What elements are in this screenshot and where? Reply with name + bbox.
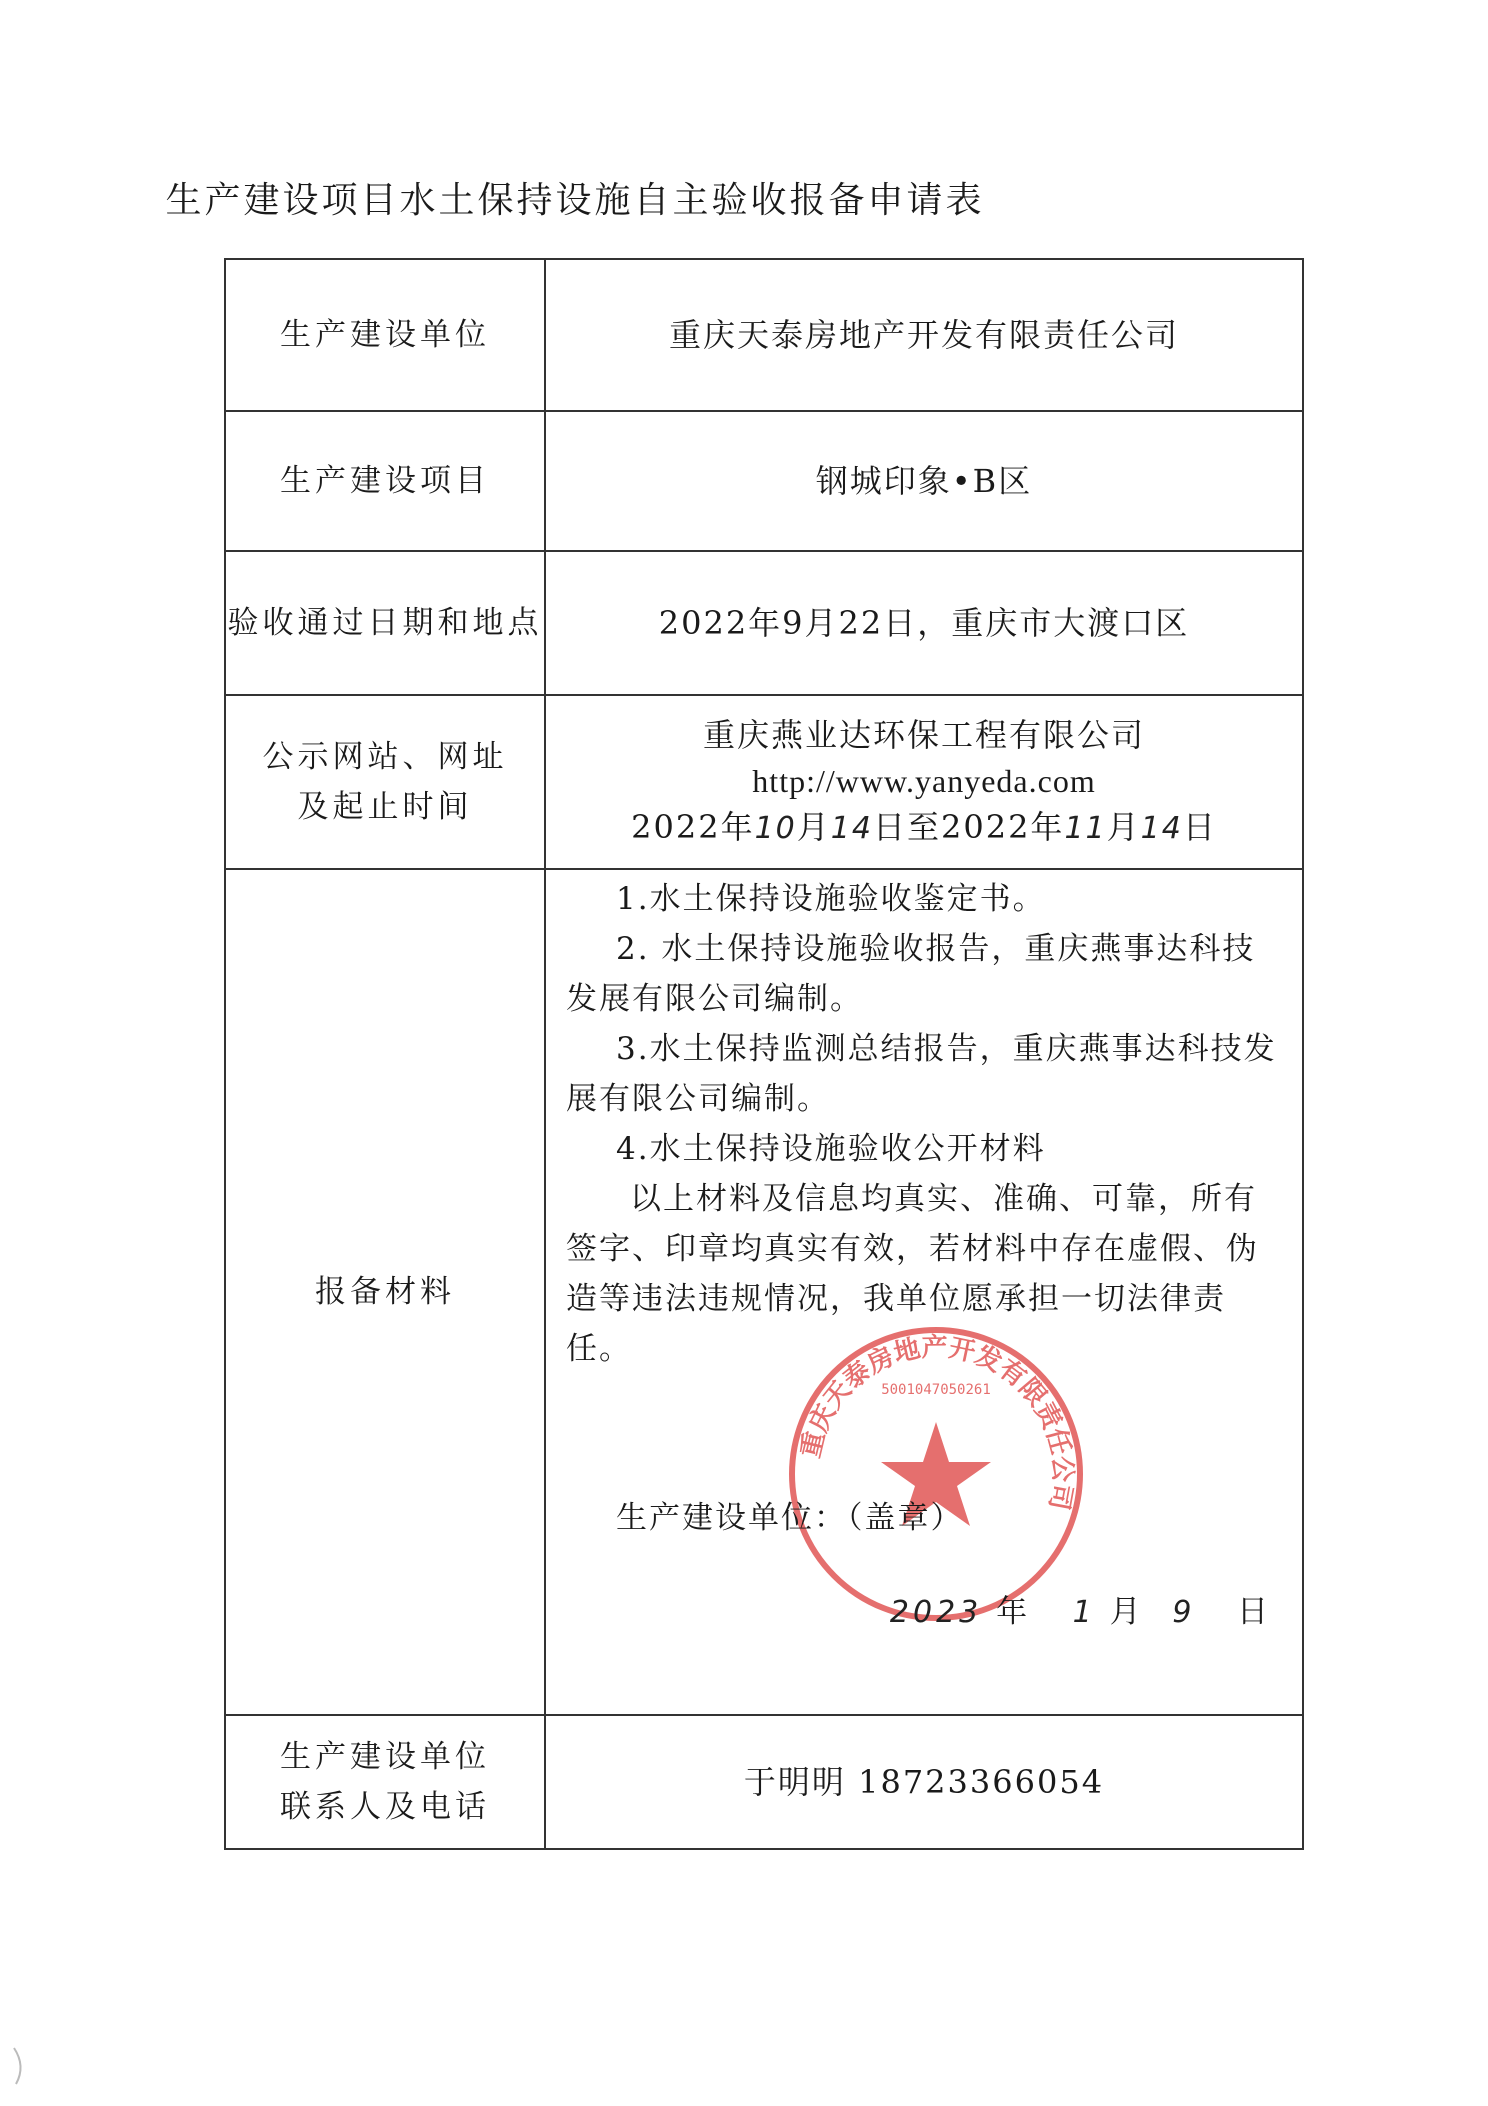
label-project: 生产建设项目	[225, 411, 545, 551]
scan-mark-icon	[10, 2046, 30, 2086]
label-publicity	[225, 695, 545, 869]
value-project: 钢城印象•B区	[545, 411, 1303, 551]
date-day-handwritten: 9	[1172, 1595, 1196, 1630]
signature-date	[890, 1586, 1272, 1631]
value-unit: 重庆天泰房地产开发有限责任公司	[545, 259, 1303, 411]
date-day-unit: 日	[1237, 1594, 1272, 1630]
application-form-table	[224, 258, 1304, 1850]
row-project	[225, 411, 1303, 551]
label-materials: 报备材料	[225, 869, 545, 1715]
row-materials	[225, 869, 1303, 1715]
material-item-2: 2. 水土保持设施验收报告，重庆燕事达科技发展有限公司编制。	[566, 931, 1256, 1017]
label-contact-line2: 联系人及电话	[280, 1789, 490, 1825]
date-year-unit: 年	[996, 1594, 1032, 1630]
signature-area	[546, 1332, 1302, 1714]
label-acceptance: 验收通过日期和地点	[225, 551, 545, 695]
value-publicity	[545, 695, 1303, 869]
value-acceptance: 2022年9月22日，重庆市大渡口区	[545, 551, 1303, 695]
row-unit	[225, 259, 1303, 411]
material-item-4: 4.水土保持设施验收公开材料	[616, 1131, 1046, 1167]
publicity-company: 重庆燕业达环保工程有限公司	[702, 716, 1145, 754]
row-publicity	[225, 695, 1303, 869]
company-seal-icon	[786, 1324, 1086, 1624]
value-contact: 于明明 18723366054	[545, 1715, 1303, 1849]
declaration: 以上材料及信息均真实、准确、可靠，所有签字、印章均真实有效，若材料中存在虚假、伪造等违法违规情况，我单位愿承担一切法律责任。	[566, 1181, 1259, 1367]
publicity-period	[546, 804, 1302, 852]
period-handwritten-month: 11	[1064, 811, 1107, 846]
label-contact	[225, 1715, 545, 1849]
label-publicity-line1: 公示网站、网址	[262, 739, 508, 775]
period-part: 2022年	[631, 808, 755, 846]
row-contact	[225, 1715, 1303, 1849]
date-year-handwritten: 2023	[889, 1595, 983, 1630]
row-acceptance	[225, 551, 1303, 695]
period-handwritten-day: 14	[1140, 811, 1183, 846]
date-month-handwritten: 1	[1072, 1595, 1096, 1630]
label-contact-line1: 生产建设单位	[280, 1739, 490, 1775]
label-unit: 生产建设单位	[225, 259, 545, 411]
period-part: 日	[1182, 808, 1217, 846]
period-part: 日至2022年	[872, 808, 1065, 846]
seal-code: 5001047050261	[881, 1382, 991, 1398]
material-item-3: 3.水土保持监测总结报告，重庆燕事达科技发展有限公司编制。	[566, 1031, 1277, 1117]
period-part: 月	[1106, 808, 1141, 846]
date-month-unit: 月	[1109, 1594, 1145, 1630]
label-publicity-line2: 及起止时间	[297, 789, 473, 825]
materials-list	[546, 870, 1302, 1374]
material-item-1: 1.水土保持设施验收鉴定书。	[616, 881, 1046, 917]
page-title: 生产建设项目水土保持设施自主验收报备申请表	[165, 180, 985, 221]
value-materials	[545, 869, 1303, 1715]
period-handwritten-day: 14	[830, 811, 873, 846]
seal-outer-text: 重庆天泰房地产开发有限责任公司	[795, 1332, 1078, 1513]
period-part: 月	[796, 808, 831, 846]
signature-label: 生产建设单位：（盖章）	[616, 1500, 964, 1536]
period-handwritten-month: 10	[754, 811, 797, 846]
publicity-url: http://www.yanyeda.com	[752, 763, 1096, 799]
